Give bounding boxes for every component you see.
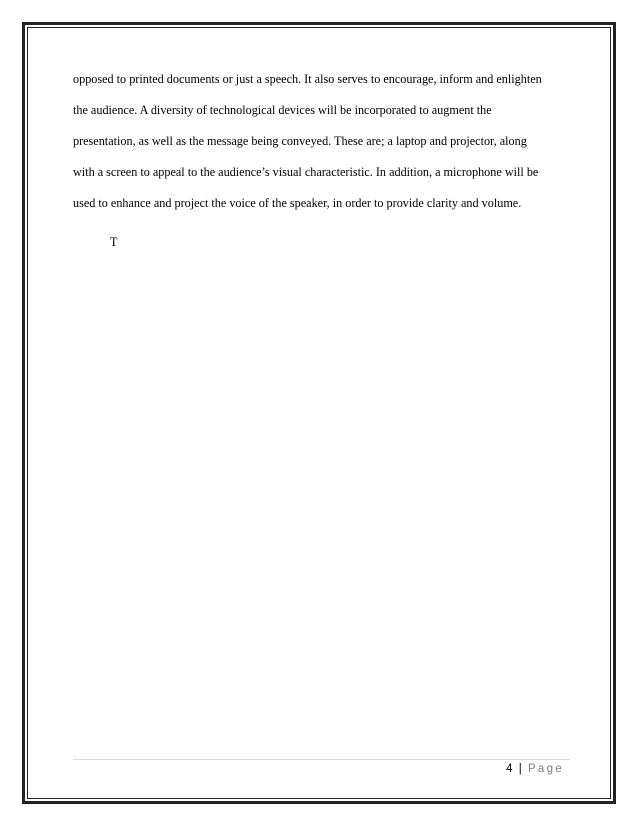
paragraph-line: used to enhance and project the voice of the speaker, in order to provide clarity and volume. [73, 196, 522, 210]
page-number: 4 [506, 763, 513, 775]
next-paragraph-start: T [110, 235, 118, 249]
footer-divider [73, 759, 570, 760]
body-paragraph [73, 64, 573, 219]
page-label: Page [527, 763, 564, 775]
paragraph-line: presentation, as well as the message being conveyed. These are; a laptop and projector, along [73, 134, 527, 148]
paragraph-line: opposed to printed documents or just a speech. It also serves to encourage, inform and enlighten [73, 72, 542, 86]
footer-separator: | [518, 763, 522, 775]
paragraph-line: with a screen to appeal to the audience’s visual characteristic. In addition, a microphone will be [73, 165, 539, 179]
paragraph-line: the audience. A diversity of technological devices will be incorporated to augment the [73, 103, 492, 117]
page-footer [506, 763, 564, 775]
